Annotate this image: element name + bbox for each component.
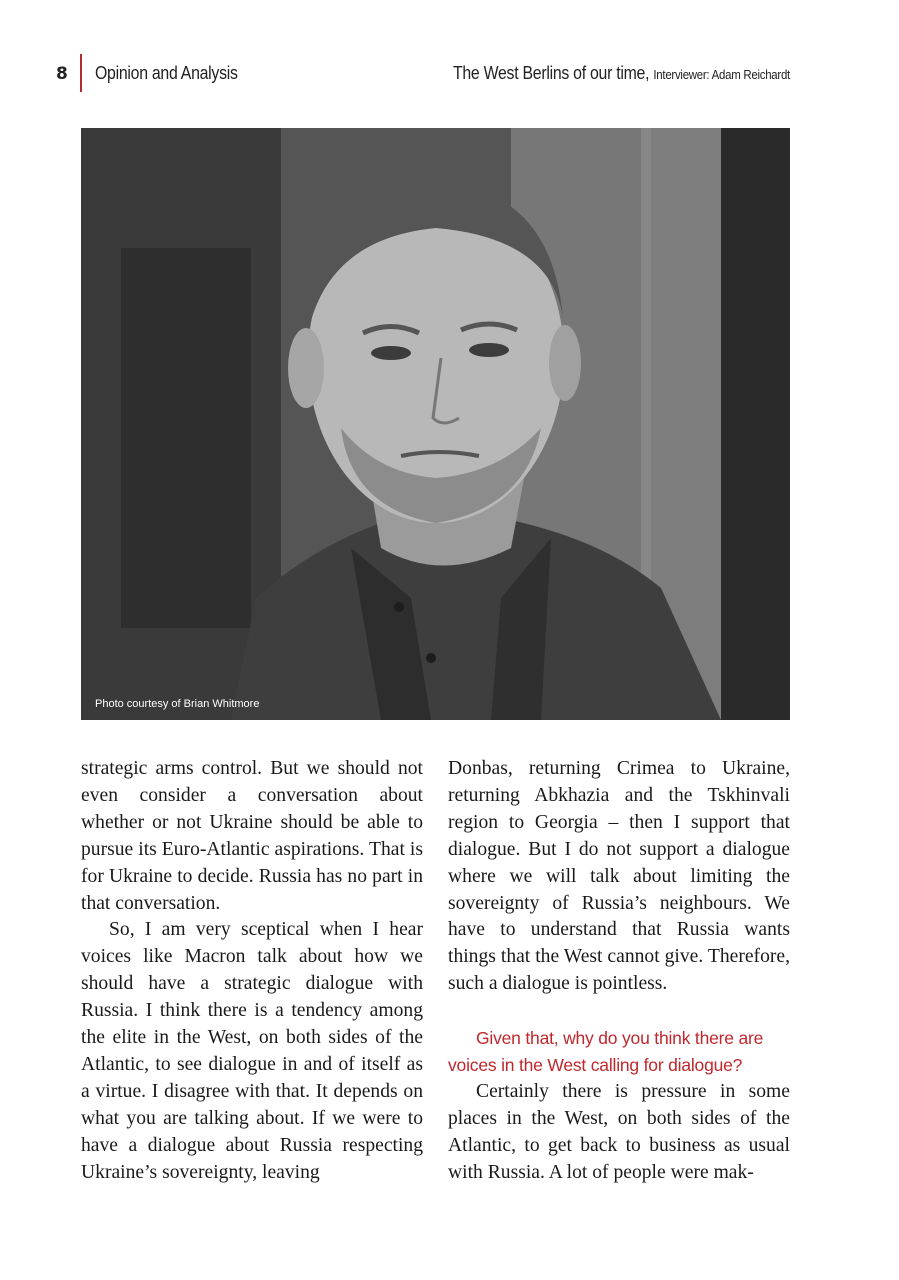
paragraph: So, I am very sceptical when I hear voices like Macron talk about how we should have a strategic dialogue with Russia. I think there is a tendency among the elite in the West, on both sides of the Atlantic, to see dialogue in and of itself as a virtue. I disagree with that. It depends on what you are talking about. If we were to have a dialogue about Russia respecting Ukraine’s sovereignty, leaving — [81, 919, 423, 1183]
paragraph: Donbas, returning Crimea to Ukraine, returning Abkhazia and the Tskhinvali region to Georgia – then I support that dialogue. But I do not support a dialogue where we will talk about limiting the sovereignty of Russia’s neighbours. We have to understand that Russia wants things that the West cannot give. Therefore, such a dialogue is pointless. — [448, 758, 790, 995]
portrait-illustration — [81, 128, 790, 720]
interviewer-credit: Interviewer: Adam Reichardt — [653, 67, 790, 82]
page-header — [0, 60, 899, 96]
running-title — [453, 63, 790, 84]
portrait-photo — [81, 128, 790, 720]
article-title: The West Berlins of our time, — [452, 63, 650, 83]
interview-question: Given that, why do you think there are voices in the West calling for dialogue? — [448, 1028, 764, 1075]
photo-caption: Photo courtesy of Brian Whitmore — [95, 698, 260, 710]
paragraph: Certainly there is pressure in some places in the West, on both sides of the Atlantic, to get back to business as usual with Russia. A lot of people were mak- — [448, 1080, 790, 1183]
article-column-left — [81, 756, 423, 1187]
paragraph: strategic arms control. But we should not even consider a conversation about whether or not Ukraine should be able to pursue its Euro-Atlantic aspirations. That is for Ukraine to decide. Russia has no part in that conversation. — [81, 758, 423, 914]
header-divider — [80, 54, 82, 92]
section-title: Opinion and Analysis — [95, 63, 238, 83]
page-number: 8 — [56, 64, 68, 84]
article-column-right — [448, 756, 790, 1186]
